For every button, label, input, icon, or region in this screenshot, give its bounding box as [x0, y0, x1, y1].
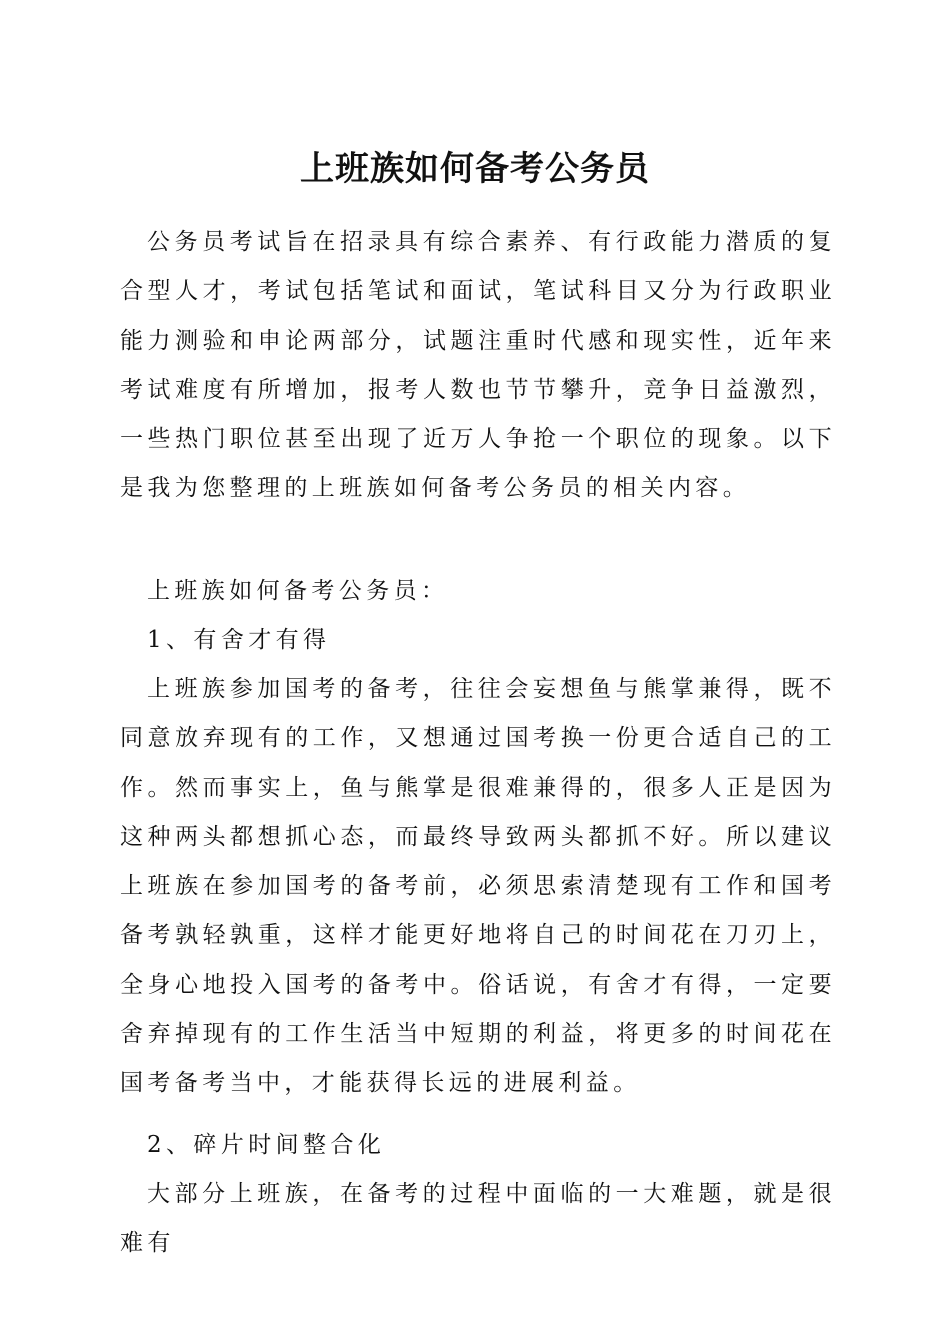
intro-paragraph: 公务员考试旨在招录具有综合素养、有行政能力潜质的复合型人才，考试包括笔试和面试，笔试科目又分为行政职业能力测验和申论两部分，试题注重时代感和现实性，近年来考试难度有所增加，报考人数也节节攀升，竞争日益激烈，一些热门职位甚至出现了近万人争抢一个职位的现象。以下是我为您整理的上班族如何备考公务员的相关内容。: [120, 229, 836, 502]
document-title: 上班族如何备考公务员: [300, 149, 650, 189]
point-2-heading: 2、碎片时间整合化: [147, 1132, 386, 1158]
point-2-paragraph: 大部分上班族，在备考的过程中面临的一大难题，就是很难有: [120, 1181, 836, 1257]
point-1-paragraph: 上班族参加国考的备考，往往会妄想鱼与熊掌兼得，既不同意放弃现有的工作，又想通过国考换一份更合适自己的工作。然而事实上，鱼与熊掌是很难兼得的，很多人正是因为这种两头都想抓心态，而最终导致两头都抓不好。所以建议上班族在参加国考的备考前，必须思索清楚现有工作和国考备考孰轻孰重，这样才能更好地将自己的时间花在刀刃上，全身心地投入国考的备考中。俗话说，有舍才有得，一定要舍弃掉现有的工作生活当中短期的利益，将更多的时间花在国考备考当中，才能获得长远的进展利益。: [120, 676, 836, 1097]
section-heading: 上班族如何备考公务员：: [147, 578, 449, 604]
point-1-heading: 1、有舍才有得: [147, 627, 331, 653]
